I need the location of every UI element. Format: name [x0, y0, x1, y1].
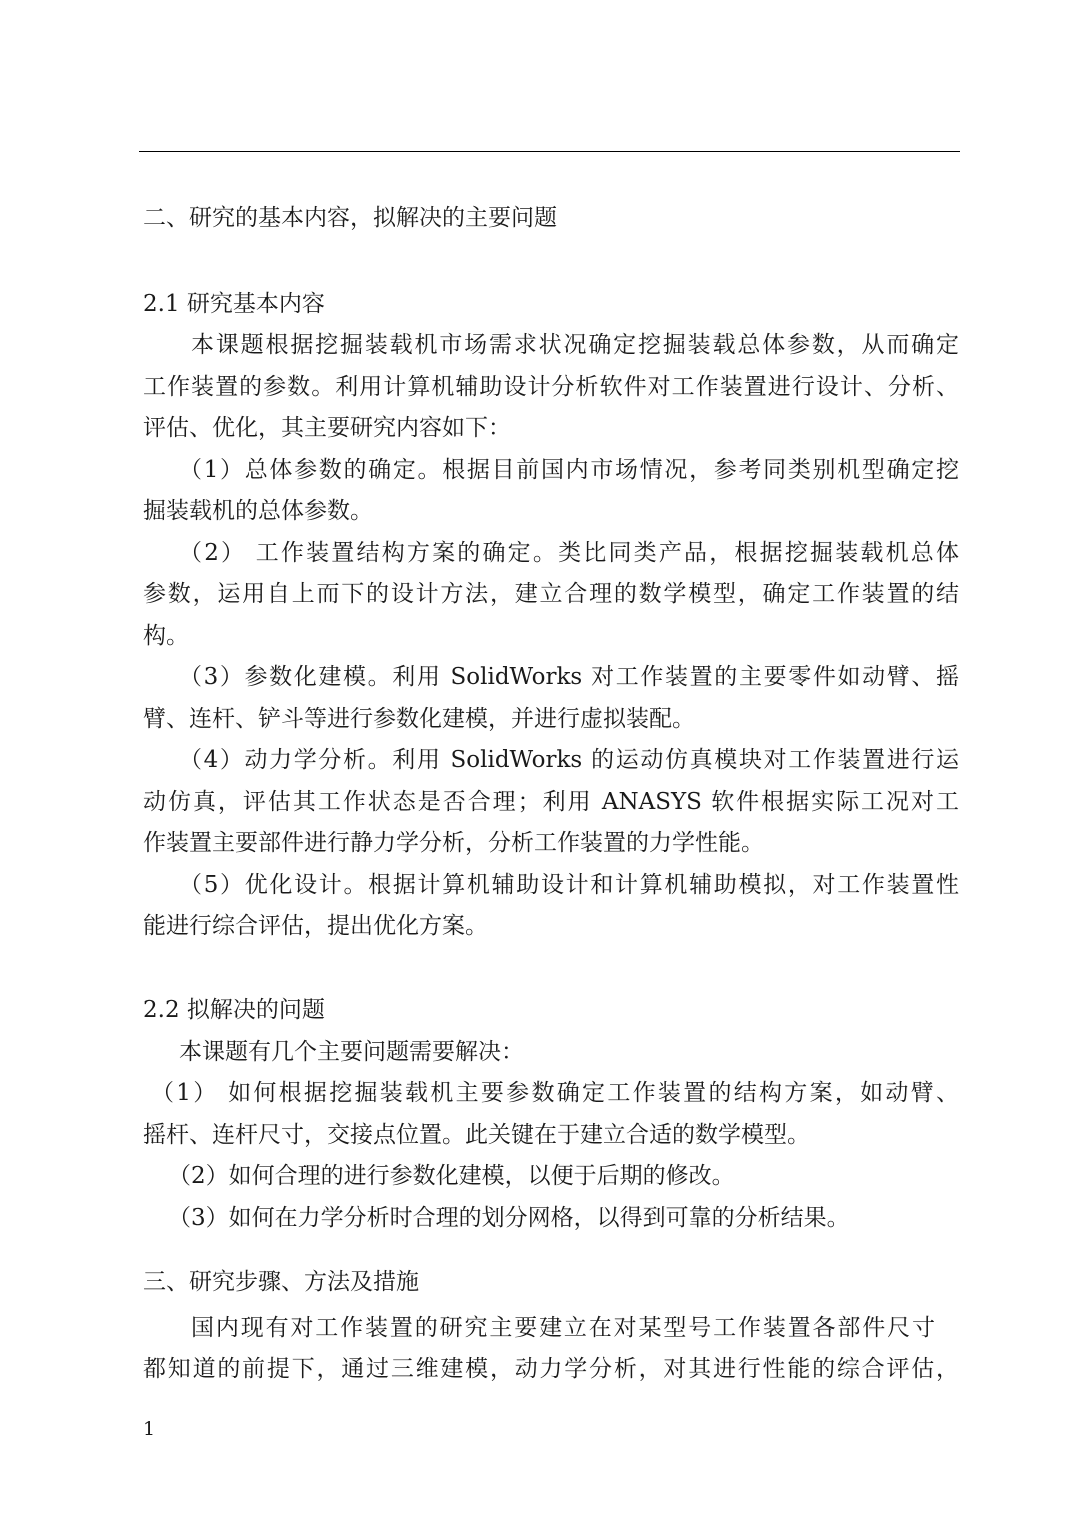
list-item-line: （2） 工作装置结构方案的确定。类比同类产品，根据挖掘装载机总体	[179, 540, 959, 566]
paragraph-line: 评估、优化，其主要研究内容如下：	[143, 415, 511, 441]
section-3-heading: 三、研究步骤、方法及措施	[143, 1269, 419, 1295]
list-item-line: （2）如何合理的进行参数化建模，以便于后期的修改。	[168, 1163, 735, 1189]
list-item-line: （1）总体参数的确定。根据目前国内市场情况，参考同类别机型确定挖	[179, 457, 959, 483]
list-item-line: （4）动力学分析。利用 SolidWorks 的运动仿真模块对工作装置进行运	[179, 747, 959, 773]
list-item-line: 构。	[143, 623, 189, 649]
list-item-line: 摇杆、连杆尺寸，交接点位置。此关键在于建立合适的数学模型。	[143, 1122, 810, 1148]
paragraph-line: 工作装置的参数。利用计算机辅助设计分析软件对工作装置进行设计、分析、	[143, 374, 959, 400]
list-item-line: 参数，运用自上而下的设计方法，建立合理的数学模型，确定工作装置的结	[143, 581, 959, 607]
section-2-heading: 二、研究的基本内容，拟解决的主要问题	[143, 205, 557, 231]
paragraph-line: 本课题有几个主要问题需要解决：	[179, 1039, 524, 1065]
paragraph-line: 都知道的前提下，通过三维建模，动力学分析，对其进行性能的综合评估，	[143, 1356, 959, 1382]
list-item-line: 臂、连杆、铲斗等进行参数化建模，并进行虚拟装配。	[143, 706, 695, 732]
paragraph-line: 本课题根据挖掘装载机市场需求状况确定挖掘装载总体参数，从而确定	[191, 332, 959, 358]
page-number: 1	[143, 1418, 156, 1440]
header-rule	[139, 151, 960, 152]
list-item-line: 能进行综合评估，提出优化方案。	[143, 913, 488, 939]
list-item-line: 作装置主要部件进行静力学分析，分析工作装置的力学性能。	[143, 830, 764, 856]
list-item-line: （3）如何在力学分析时合理的划分网格，以得到可靠的分析结果。	[168, 1205, 850, 1231]
subsection-2-2-title: 2.2 拟解决的问题	[143, 997, 325, 1023]
list-item-line: （3）参数化建模。利用 SolidWorks 对工作装置的主要零件如动臂、摇	[179, 664, 959, 690]
list-item-line: 动仿真，评估其工作状态是否合理；利用 ANASYS 软件根据实际工况对工	[143, 789, 959, 815]
paragraph-line: 国内现有对工作装置的研究主要建立在对某型号工作装置各部件尺寸	[191, 1315, 935, 1341]
list-item-line: 掘装载机的总体参数。	[143, 498, 373, 524]
list-item-line: （1） 如何根据挖掘装载机主要参数确定工作装置的结构方案，如动臂、	[151, 1080, 959, 1106]
list-item-line: （5）优化设计。根据计算机辅助设计和计算机辅助模拟，对工作装置性	[179, 872, 959, 898]
subsection-2-1-title: 2.1 研究基本内容	[143, 291, 325, 317]
